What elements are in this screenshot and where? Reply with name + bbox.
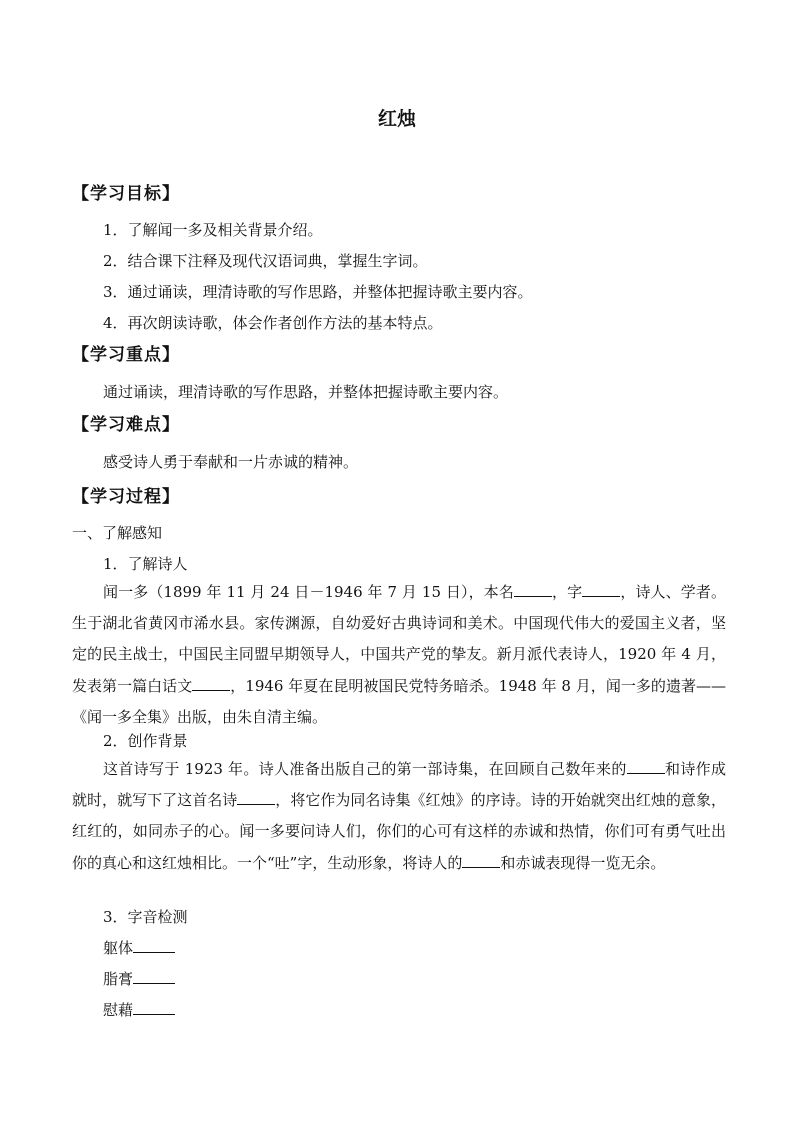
poet-text-1: 闻一多（1899 年 11 月 24 日－1946 年 7 月 15 日），本名 <box>103 583 514 601</box>
heading-process: 【学习过程】 <box>72 487 180 507</box>
subsection-pronunciation: 3．字音检测 <box>103 908 188 926</box>
fill-blank[interactable] <box>582 595 620 597</box>
word-item-3 <box>103 999 175 1020</box>
fill-blank[interactable] <box>192 689 230 691</box>
background-paragraph <box>72 754 726 879</box>
poet-text-4: ，1946 年夏在昆明被国民党特务暗杀。1948 年 8 月，闻一多的遗著——《闻一多全集》出版，由朱自清主编。 <box>72 676 726 726</box>
section-understanding: 一、了解感知 <box>72 524 163 542</box>
difficulties-text: 感受诗人勇于奉献和一片赤诚的精神。 <box>103 453 359 471</box>
fill-blank[interactable] <box>133 1013 175 1015</box>
heading-objectives: 【学习目标】 <box>72 184 180 204</box>
fill-blank[interactable] <box>627 772 665 774</box>
poet-text-2: ，字 <box>551 583 583 601</box>
word-label: 躯体 <box>103 939 134 957</box>
background-text-1: 这首诗写于 1923 年。诗人准备出版自己的第一部诗集，在回顾自己数年来的 <box>103 760 627 778</box>
poet-paragraph <box>72 577 726 733</box>
objective-item-4: 4．再次朗读诗歌，体会作者创作方法的基本特点。 <box>103 314 443 332</box>
word-item-1 <box>103 937 175 958</box>
word-label: 慰藉 <box>103 1001 134 1019</box>
fill-blank[interactable] <box>514 595 552 597</box>
objective-item-1: 1．了解闻一多及相关背景介绍。 <box>103 221 323 239</box>
background-text-4: 和赤诚表现得一览无余。 <box>500 853 666 872</box>
fill-blank[interactable] <box>133 982 175 984</box>
word-item-2 <box>103 968 175 989</box>
word-label: 脂膏 <box>103 970 134 988</box>
fill-blank[interactable] <box>133 951 175 953</box>
poet-text-3: ，诗人、学者。生于湖北省黄冈市浠水县。家传渊源，自幼爱好古典诗词和美术。中国现代伟大的爱国主义者，坚定的民主战士，中国民主同盟早期领导人，中国共产党的挚友。新月派代表诗人，1920 年 4 月，发表第一篇白话文 <box>72 583 726 695</box>
objective-item-2: 2．结合课下注释及现代汉语词典，掌握生字词。 <box>103 252 428 270</box>
background-text-3: ，将它作为同名诗集《红烛》的序诗。诗的开始就突出红烛的意象，红红的，如同赤子的心。闻一多要问诗人们，你们的心可有这样的赤诚和热情，你们可有勇气吐出你的真心和这红烛相比。一个“吐”字，生动形象，将诗人的 <box>72 791 726 872</box>
subsection-background: 2．创作背景 <box>103 732 188 750</box>
fill-blank[interactable] <box>237 803 275 805</box>
background-text-2: 和诗作成就时，就写下了这首名诗 <box>72 760 726 810</box>
fill-blank[interactable] <box>462 866 500 868</box>
key-points-text: 通过诵读，理清诗歌的写作思路，并整体把握诗歌主要内容。 <box>103 383 509 401</box>
subsection-poet: 1．了解诗人 <box>103 555 188 573</box>
document-title: 红烛 <box>377 108 416 130</box>
heading-difficulties: 【学习难点】 <box>72 415 180 435</box>
heading-key-points: 【学习重点】 <box>72 345 180 365</box>
objective-item-3: 3．通过诵读，理清诗歌的写作思路，并整体把握诗歌主要内容。 <box>103 283 533 301</box>
